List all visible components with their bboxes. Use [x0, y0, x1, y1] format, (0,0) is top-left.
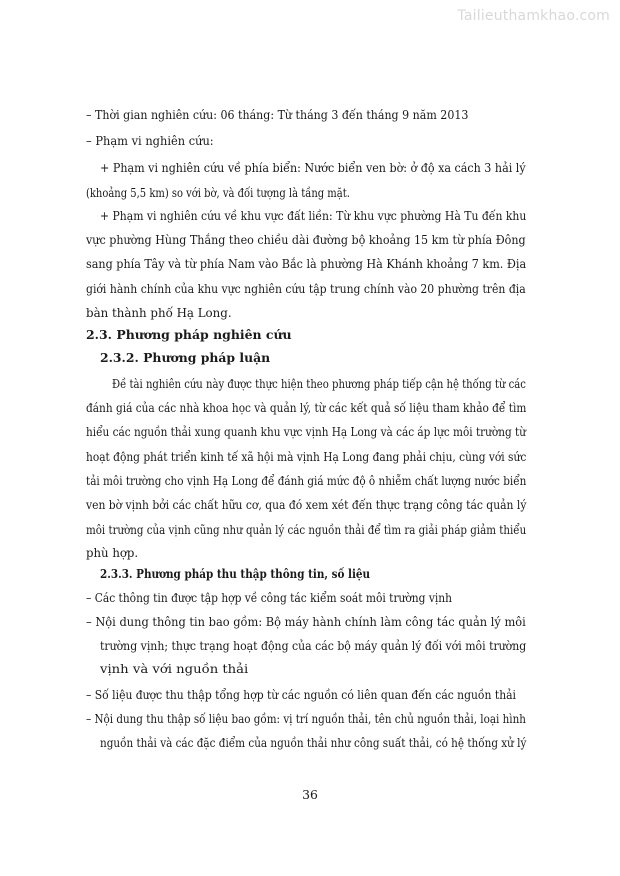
text-line-scope: – Phạm vi nghiên cứu:	[86, 133, 214, 148]
paragraph-line: tải môi trường cho vịnh Hạ Long để đánh giá mức độ ô nhiễm chất lượng nước biển	[86, 473, 527, 488]
bullet-continuation: vịnh và với nguồn thải	[100, 661, 249, 676]
paragraph-line: Đề tài nghiên cứu này được thực hiện theo phương pháp tiếp cận hệ thống từ các	[112, 376, 526, 391]
paragraph-line: đánh giá của các nhà khoa học và quản lý, từ các kết quả số liệu tham khảo để tìm	[86, 400, 527, 415]
paragraph-line: hoạt động phát triển kinh tế xã hội mà vịnh Hạ Long đang phải chịu, cùng với sức	[86, 449, 527, 464]
paragraph-line: hiểu các nguồn thải xung quanh khu vực vịnh Hạ Long và các áp lực môi trường từ	[86, 424, 527, 439]
bullet-line: – Các thông tin được tập hợp về công tác kiểm soát môi trường vịnh	[86, 590, 452, 605]
text-line-land-scope: + Phạm vi nghiên cứu về khu vực đất liền: Từ khu vực phường Hà Tu đến khu	[100, 208, 527, 223]
text-line-sea-scope: + Phạm vi nghiên cứu về phía biển: Nước biển ven bờ: ở độ xa cách 3 hải lý	[100, 160, 526, 175]
text-line: (khoảng 5,5 km) so với bờ, và đối tượng là tầng mặt.	[86, 185, 350, 200]
subsection-heading-2-3-2: 2.3.2. Phương pháp luận	[100, 350, 271, 365]
bullet-line: – Nội dung thông tin bao gồm: Bộ máy hành chính làm công tác quản lý môi	[86, 614, 526, 629]
watermark: Tailieuthamkhao.com	[457, 8, 610, 24]
bullet-continuation: nguồn thải và các đặc điểm của nguồn thải như công suất thải, có hệ thống xử lý	[100, 735, 527, 750]
text-line-time: – Thời gian nghiên cứu: 06 tháng: Từ tháng 3 đến tháng 9 năm 2013	[86, 107, 469, 122]
bullet-line: – Số liệu được thu thập tổng hợp từ các nguồn có liên quan đến các nguồn thải	[86, 687, 516, 702]
paragraph-line: phù hợp.	[86, 545, 139, 560]
paragraph-line: ven bờ vịnh bởi các chất hữu cơ, qua đó xem xét đến thực trạng công tác quản lý	[86, 497, 527, 512]
text-line: vực phường Hùng Thắng theo chiều dài đường bộ khoảng 15 km từ phía Đông	[86, 232, 526, 247]
text-line: bàn thành phố Hạ Long.	[86, 305, 232, 320]
text-line: giới hành chính của khu vực nghiên cứu tập trung chính vào 20 phường trên địa	[86, 281, 526, 296]
section-heading-2-3: 2.3. Phương pháp nghiên cứu	[86, 327, 292, 342]
bullet-continuation: trường vịnh; thực trạng hoạt động của các bộ máy quản lý đối với môi trường	[100, 638, 527, 653]
page-number: 36	[302, 787, 318, 802]
subsection-heading-2-3-3: 2.3.3. Phương pháp thu thập thông tin, số liệu	[100, 566, 371, 581]
text-line: sang phía Tây và từ phía Nam vào Bắc là phường Hà Khánh khoảng 7 km. Địa	[86, 256, 527, 271]
bullet-line: – Nội dung thu thập số liệu bao gồm: vị trí nguồn thải, tên chủ nguồn thải, loại hình	[86, 711, 526, 726]
paragraph-line: môi trường của vịnh cũng như quản lý các nguồn thải để tìm ra giải pháp giảm thiểu	[86, 522, 527, 537]
